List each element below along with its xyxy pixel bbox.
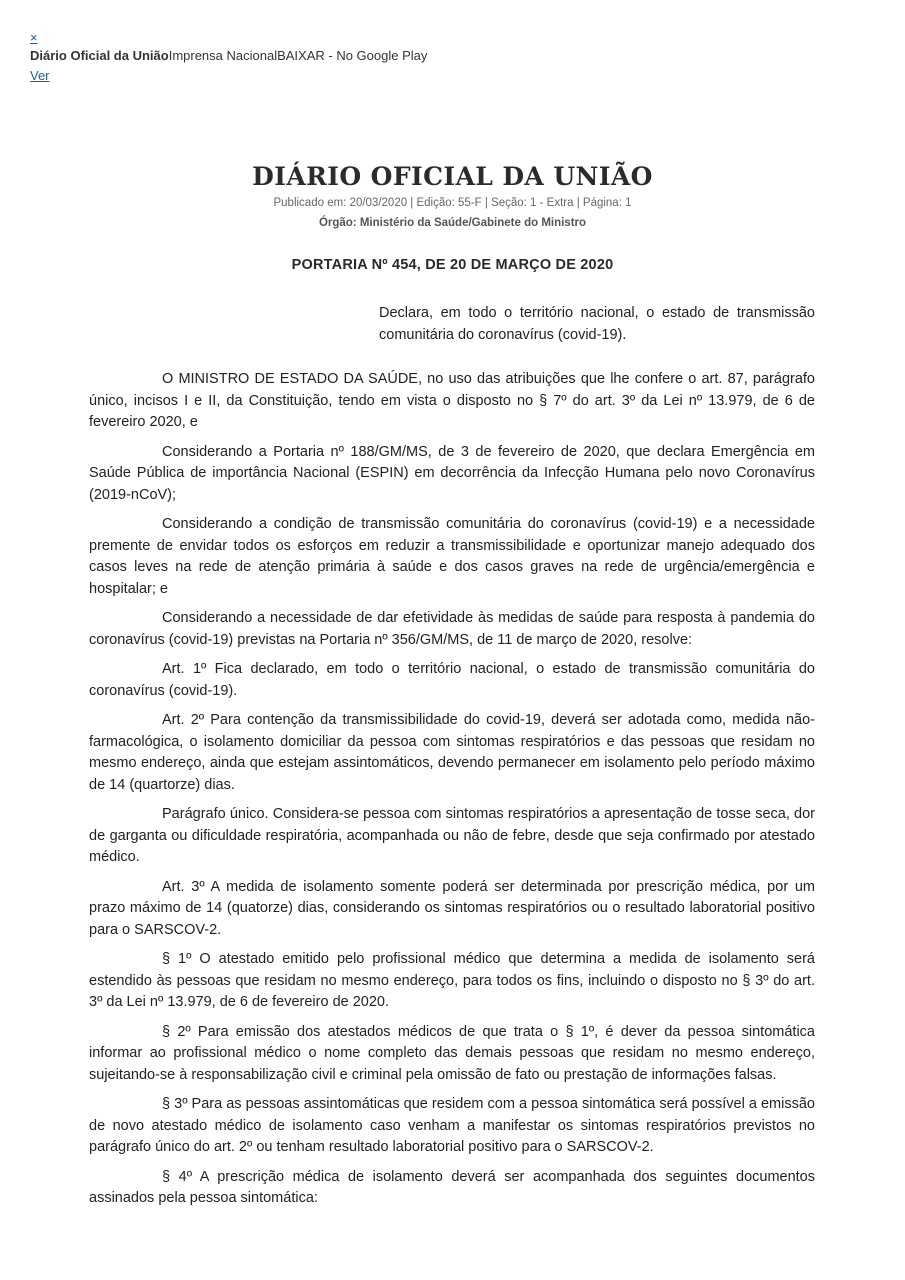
paragraph: Considerando a necessidade de dar efetividade às medidas de saúde para resposta à pandemia do coronavírus (covid-19) previstas na Portaria nº 356/GM/MS, de 11 de março de 2020, resolve: <box>89 610 815 648</box>
paragraph: § 3º Para as pessoas assintomáticas que residem com a pessoa sintomática será possível a emissão de novo atestado médico de isolamento caso venham a manifestar os sintomas respiratórios previstos no parágrafo único do art. 2º ou tenham resultado laboratorial positivo para o SARSCOV-2. <box>89 1096 815 1155</box>
paragraph: Parágrafo único. Considera-se pessoa com sintomas respiratórios a apresentação de tosse seca, dor de garganta ou dificuldade respiratória, acompanhada ou não de febre, desde que seja confirmado por atestado médico. <box>89 806 815 865</box>
orgao-value: Ministério da Saúde/Gabinete do Ministro <box>359 217 587 229</box>
paragraph: Considerando a Portaria nº 188/GM/MS, de 3 de fevereiro de 2020, que declara Emergência em Saúde Pública de importância Nacional (ESPIN) em decorrência da Infecção Humana pelo novo Coronavírus (2019-nCoV); <box>89 443 815 503</box>
banner-download: BAIXAR - No Google Play <box>277 48 428 63</box>
portaria-title: PORTARIA Nº 454, DE 20 DE MARÇO DE 2020 <box>291 257 614 273</box>
paragraph: Considerando a condição de transmissão comunitária do coronavírus (covid-19) e a necessidade premente de envidar todos os esforços em reduzir a transmissibilidade e oportunizar manejo adequado dos casos leves na rede de atenção primária à saúde e dos casos graves na rede de urgência/emergência e hospitalar; e <box>89 516 815 597</box>
paragraph: § 4º A prescrição médica de isolamento deverá ser acompanhada dos seguintes documentos assinados pela pessoa sintomática: <box>89 1168 815 1206</box>
issuing-body <box>0 216 905 230</box>
banner-app-name: Diário Oficial da União <box>30 48 169 63</box>
view-app-link[interactable]: Ver <box>30 68 50 83</box>
banner-publisher: Imprensa Nacional <box>168 48 278 63</box>
banner-text <box>30 48 880 64</box>
orgao-label: Órgão: <box>318 217 357 229</box>
gazette-title: DIÁRIO OFICIAL DA UNIÃO <box>252 162 653 191</box>
app-banner <box>30 30 880 85</box>
publication-meta: Publicado em: 20/03/2020 | Edição: 55-F | Seção: 1 - Extra | Página: 1 <box>273 197 632 209</box>
paragraph: § 2º Para emissão dos atestados médicos de que trata o § 1º, é dever da pessoa sintomática informar ao profissional médico o nome completo das demais pessoas que residam no mesmo endereço, sujeitando-se à responsabilização civil e criminal pela omissão de fato ou prestação de informações falsas. <box>89 1023 815 1083</box>
close-banner-button[interactable]: × <box>30 30 38 45</box>
paragraph: O MINISTRO DE ESTADO DA SAÚDE, no uso das atribuições que lhe confere o art. 87, parágrafo único, incisos I e II, da Constituição, tendo em vista o disposto no § 7º do art. 3º da Lei nº 13.979, de 6 de fevereiro 2020, e <box>89 371 815 430</box>
paragraph: Art. 1º Fica declarado, em todo o território nacional, o estado de transmissão comunitária do coronavírus (covid-19). <box>89 661 815 699</box>
paragraph: Art. 2º Para contenção da transmissibilidade do covid-19, deverá ser adotada como, medida não-farmacológica, o isolamento domiciliar da pessoa com sintomas respiratórios e das pessoas que residam no mesmo endereço, ainda que estejam assintomáticos, devendo permanecer em isolamento pelo período máximo de 14 (quartorze) dias. <box>89 712 815 793</box>
document-body <box>89 369 815 1218</box>
document-header <box>0 160 905 230</box>
paragraph: Art. 3º A medida de isolamento somente poderá ser determinada por prescrição médica, por um prazo máximo de 14 (quatorze) dias, considerando os sintomas respiratórios ou o resultado laboratorial positivo para o SARSCOV-2. <box>89 878 815 938</box>
paragraph: § 1º O atestado emitido pelo profissional médico que determina a medida de isolamento será estendido às pessoas que residam no mesmo endereço, para todos os fins, incluindo o disposto no § 3º do art. 3º da Lei nº 13.979, de 6 de fevereiro de 2020. <box>89 951 815 1010</box>
ementa: Declara, em todo o território nacional, o estado de transmissão comunitária do coronavírus (covid-19). <box>379 305 815 343</box>
